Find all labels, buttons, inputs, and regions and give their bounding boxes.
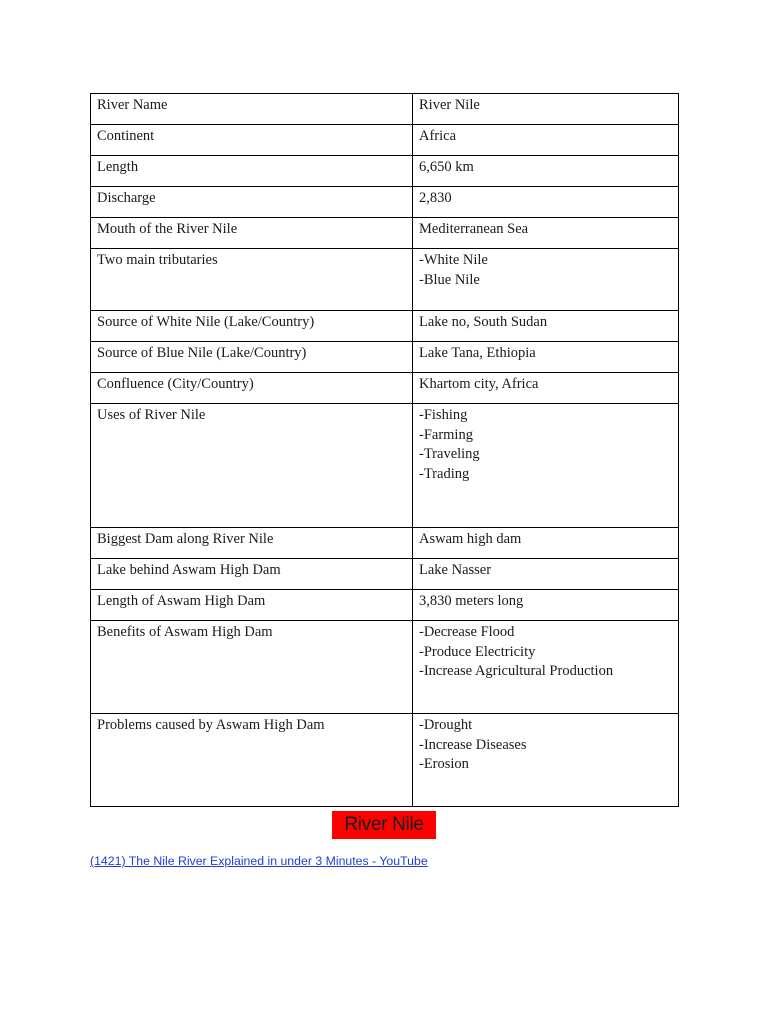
row-value [413, 311, 679, 342]
row-value [413, 125, 679, 156]
table-row [91, 94, 679, 125]
value-line: Lake Nasser [419, 562, 492, 578]
table-row [91, 218, 679, 249]
row-label: Length of Aswam High Dam [91, 590, 413, 621]
row-label: Length [91, 156, 413, 187]
row-label: Problems caused by Aswam High Dam [91, 714, 413, 807]
table-row [91, 156, 679, 187]
value-line: River Nile [419, 97, 480, 113]
table-row [91, 187, 679, 218]
row-label: Confluence (City/Country) [91, 373, 413, 404]
value-line: Lake no, South Sudan [419, 314, 548, 330]
value-line: Lake Tana, Ethiopia [419, 345, 536, 361]
row-value [413, 714, 679, 807]
value-line: 3,830 meters long [419, 593, 524, 609]
row-value [413, 94, 679, 125]
row-value [413, 373, 679, 404]
value-line: -Increase Diseases [419, 736, 527, 753]
youtube-video-link[interactable]: (1421) The Nile River Explained in under 3 Minutes - YouTube [90, 854, 428, 868]
value-line: 6,650 km [419, 159, 474, 175]
row-value [413, 249, 679, 311]
table-row [91, 621, 679, 714]
row-value [413, 187, 679, 218]
table-row [91, 559, 679, 590]
value-line: Aswam high dam [419, 531, 522, 547]
table-row [91, 311, 679, 342]
value-line: 2,830 [419, 190, 452, 206]
row-value [413, 156, 679, 187]
row-label: Source of White Nile (Lake/Country) [91, 311, 413, 342]
value-line: -Fishing [419, 407, 468, 423]
row-label: Continent [91, 125, 413, 156]
value-line: -Blue Nile [419, 271, 480, 288]
value-line: -Trading [419, 465, 470, 482]
table-row [91, 714, 679, 807]
table-row [91, 342, 679, 373]
row-label: Uses of River Nile [91, 404, 413, 528]
value-line: -Produce Electricity [419, 643, 536, 660]
row-label: Discharge [91, 187, 413, 218]
value-line: -Decrease Flood [419, 624, 515, 640]
river-nile-heading: River Nile [332, 811, 436, 839]
table-row [91, 590, 679, 621]
row-label: Biggest Dam along River Nile [91, 528, 413, 559]
row-label: Benefits of Aswam High Dam [91, 621, 413, 714]
table-row [91, 373, 679, 404]
value-line: -Traveling [419, 446, 480, 462]
value-line: Mediterranean Sea [419, 221, 529, 237]
row-value [413, 559, 679, 590]
row-label: Source of Blue Nile (Lake/Country) [91, 342, 413, 373]
value-line: -Drought [419, 717, 473, 733]
value-line: -White Nile [419, 252, 488, 268]
row-value [413, 218, 679, 249]
row-label: Lake behind Aswam High Dam [91, 559, 413, 590]
table-row [91, 125, 679, 156]
row-label: River Name [91, 94, 413, 125]
row-value [413, 528, 679, 559]
value-line: Khartom city, Africa [419, 376, 539, 392]
row-value [413, 342, 679, 373]
row-value [413, 404, 679, 528]
row-value [413, 621, 679, 714]
table-row [91, 404, 679, 528]
value-line: Africa [419, 128, 457, 144]
river-nile-table [90, 93, 679, 807]
value-line: -Farming [419, 426, 473, 443]
row-label: Mouth of the River Nile [91, 218, 413, 249]
table-row [91, 249, 679, 311]
value-line: -Erosion [419, 756, 469, 772]
row-value [413, 590, 679, 621]
row-label: Two main tributaries [91, 249, 413, 311]
value-line: -Increase Agricultural Production [419, 663, 614, 679]
table-row [91, 528, 679, 559]
